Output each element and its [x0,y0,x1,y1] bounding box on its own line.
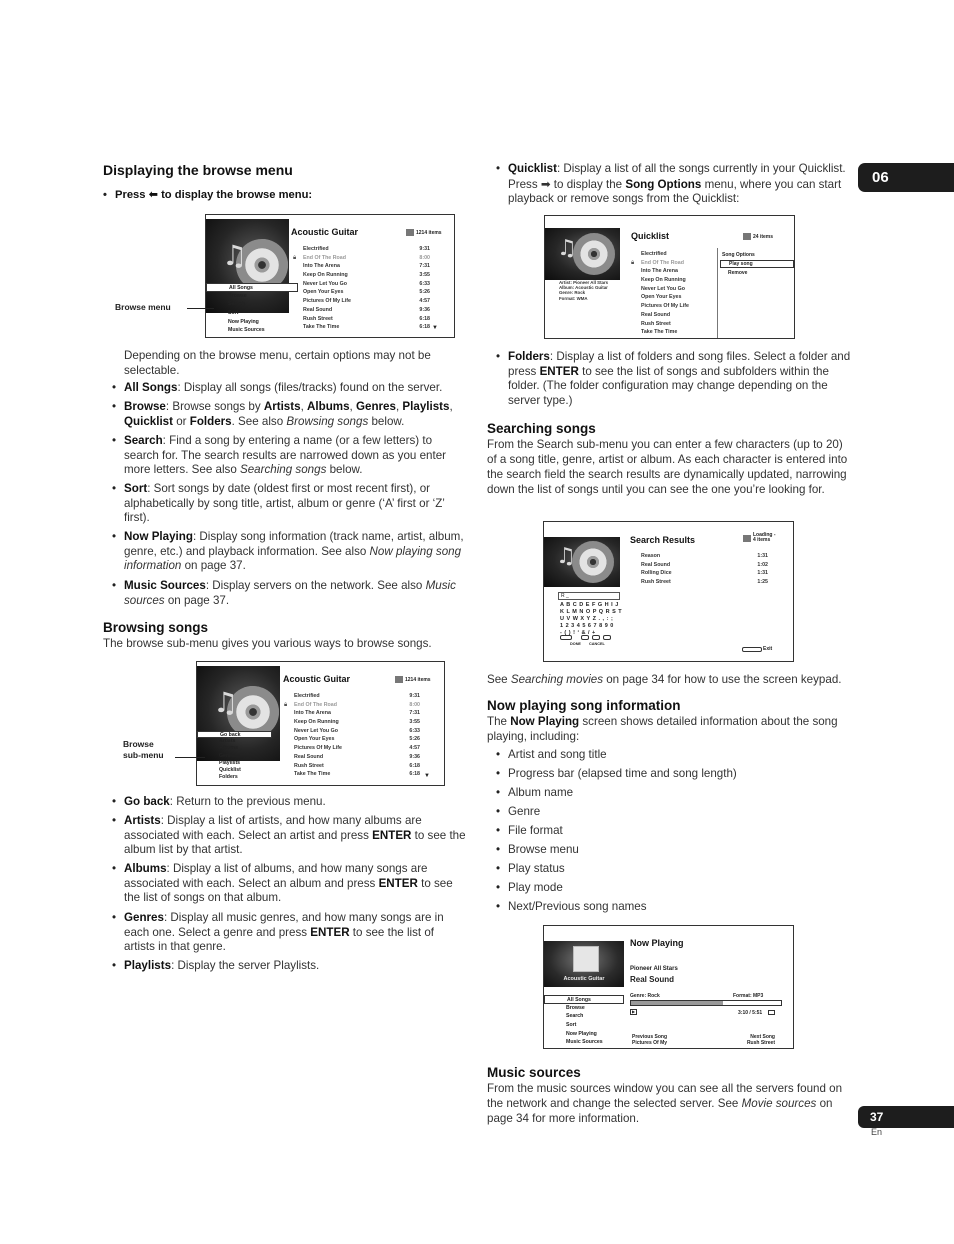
now-playing-feature-item: • Genre [496,805,540,820]
option-play-song[interactable]: Play song [720,260,794,268]
search-screen [543,521,794,662]
language-label: En [871,1127,883,1137]
track-title: Keep On Running [641,277,686,284]
track-title: Rush Street [641,579,671,586]
bullet-quicklist: • Quicklist: Display a list of all the songs currently in your Quicklist. Press ➡ to display the Song Options menu, where you can start playback or remove songs from the Quicklist: [496,162,852,207]
track-duration: 7:31 [409,710,420,717]
now-playing-feature-item: • Play status [496,862,565,877]
option-remove[interactable]: Remove [728,270,748,276]
bullet-sort: • Sort: Sort songs by date (oldest first or most recent first), or alphabetically by song title, artist, album or genre (‘A’ first or ‘Z’ first). [112,482,467,526]
scroll-down-icon: ▼ [432,325,438,331]
album-caption: Acoustic Guitar [563,976,605,982]
track-title: Take The Time [641,329,678,336]
next-song: Next Song Rush Street [746,1034,775,1046]
bullet-now-playing: • Now Playing: Display song information (track name, artist, album, genre, etc.) and playback information. See also Now playing song information on page 37. [112,530,467,574]
menu-item[interactable]: Folders [219,774,238,781]
menu-item[interactable]: Browse [566,1004,585,1011]
callout-line [187,308,214,309]
chapter-tab: 06 [858,163,954,192]
track-title: Never Let You Go [294,727,338,734]
nowplaying-intro: The Now Playing screen shows detailed information about the song playing, including: [487,715,838,743]
genre: Genre: Rock [630,993,660,999]
menu-item[interactable]: Browse [228,292,247,299]
quicklist-screen [544,215,795,339]
song-info-line: Album: Acoustic Guitar [559,285,608,291]
now-playing-feature-item: • Play mode [496,881,563,896]
menu-item[interactable]: Music Sources [228,327,265,334]
progress-fill [631,1001,723,1005]
item-count: 1214 items [406,229,442,236]
see-searching-movies: See Searching movies on page 34 for how to use the screen keypad. [487,673,842,686]
track-row[interactable] [303,262,430,271]
track-row[interactable] [303,306,430,315]
track-title: Rush Street [641,320,671,327]
album-art [544,941,624,987]
song-options-panel [717,248,795,339]
music-note-icon: ♫ [213,686,239,719]
lock-icon: 🔒︎ [284,702,288,708]
album-art [544,537,620,587]
menu-item[interactable]: Go back [197,731,272,738]
track-title: Rush Street [303,315,333,322]
bullet-go-back: • Go back: Return to the previous menu. [112,795,467,810]
return-button-icon [742,647,762,652]
lock-icon: 🔒︎ [631,260,635,266]
track-duration: 5:26 [419,289,430,296]
screen-title: Search Results [630,535,696,545]
heading-music-sources: Music sources [487,1065,581,1080]
track-duration: 6:18 [419,324,430,331]
browse-submenu-screen [196,661,445,786]
menu-item[interactable]: Artists [219,738,236,745]
track-row[interactable] [641,578,768,587]
track-title: End Of The Road [641,259,684,266]
heading-browsing-songs: Browsing songs [103,620,209,635]
library-icon [743,535,751,542]
menu-item[interactable]: Sort [228,310,239,317]
track-title: Open Your Eyes [641,294,682,301]
track-row[interactable] [294,718,420,727]
track-row[interactable] [294,762,420,771]
now-playing-feature-item: • Album name [496,786,573,801]
done-button[interactable]: DONE [570,642,581,646]
browse-menu-callout: Browse menu [115,302,171,312]
page-number-tab: 37 [858,1106,954,1128]
browse-menu [544,995,624,1047]
keypad-buttons [560,635,611,640]
track-title: Keep On Running [303,272,348,279]
track-duration: 3:55 [409,719,420,726]
track-list [641,250,719,337]
track-title: Real Sound [294,753,324,760]
menu-item[interactable]: Music Sources [566,1039,603,1046]
track-title: Pictures Of My Life [303,298,351,305]
right-arrow-icon: ➡ [540,176,551,191]
track-duration: 9:36 [419,306,430,313]
music-note-icon: ♫ [222,239,248,272]
menu-item[interactable]: Quicklist [219,766,241,773]
menu-item[interactable]: Playlists [219,759,241,766]
press-instruction: • Press ⬅ to display the browse menu: [103,188,312,203]
screen-title: Acoustic Guitar [283,674,351,684]
lock-icon: 🔒︎ [293,255,297,261]
track-row[interactable] [303,297,430,306]
bullet-all-songs: • All Songs: Display all songs (files/tracks) found on the server. [112,381,467,396]
track-row[interactable] [641,552,768,561]
now-playing-screen [543,925,794,1049]
track-duration: 6:18 [409,771,420,778]
keypad-row[interactable]: A B C D E F G H I J [560,602,619,608]
song-title: Real Sound [630,975,675,984]
item-count: 24 items [743,233,773,240]
track-row[interactable] [641,311,719,320]
track-duration: 9:31 [419,246,430,252]
browsing-text: The browse sub-menu gives you various ways to browse songs. [103,637,432,650]
play-status-icon: ▶ [631,1009,636,1014]
time-display: 3:10 / 5:51 [738,1010,763,1016]
browse-submenu [197,731,272,781]
track-duration: 6:18 [419,315,430,322]
track-title: Open Your Eyes [303,289,344,296]
track-duration: 8:00 [409,701,420,708]
screen-title: Now Playing [630,938,684,948]
song-info-line: Artist: Pioneer All Stars [559,280,609,285]
browse-menu-screen [205,214,455,338]
keypad-row[interactable]: U V W X Y Z . , : ; [560,616,614,622]
cancel-button[interactable]: CANCEL [589,642,605,646]
song-info [559,280,608,301]
track-row[interactable] [641,285,719,294]
return-arrow-icon: ⬅ [148,188,158,201]
searching-text: From the Search sub-menu you can enter a few characters (up to 20) of a song title, genre, artist or album. As each character is entered into the search field the search results are dynamically updated, narrowing down the list of songs until you can see the one you’re looking for. [487,438,848,496]
track-row[interactable] [303,288,430,297]
track-list [303,245,430,332]
track-duration: 1:31 [757,553,768,559]
callout-line [175,757,205,758]
track-title: Real Sound [303,306,333,313]
track-title: Take The Time [294,771,331,778]
bullet-browse: • Browse: Browse songs by Artists, Albums, Genres, Playlists, Quicklist or Folders. See also Browsing songs below. [112,400,467,429]
track-duration: 5:26 [409,736,420,743]
track-row[interactable] [294,709,420,718]
track-duration: 6:33 [419,280,430,287]
bullet-search: • Search: Find a song by entering a name (or a few letters) to search for. The search results are narrowed down as you enter more letters. See also Searching songs below. [112,434,467,478]
bullet-playlists: • Playlists: Display the server Playlists. [112,959,467,974]
menu-item[interactable]: Sort [566,1022,577,1029]
item-count: Loading - 4 items [743,533,776,543]
track-duration: 8:00 [419,254,430,261]
track-row[interactable] [294,744,420,753]
bullet-folders: • Folders: Display a list of folders and song files. Select a folder and press ENTER to see the list of songs and subfolders within the folder. (The folder configuration may change depending on the server type.) [496,350,852,409]
track-row[interactable] [641,561,768,570]
track-duration: 3:55 [419,272,430,279]
track-row[interactable] [641,320,719,329]
previous-song: Previous Song Pictures Of My [632,1034,668,1046]
track-row[interactable] [303,245,430,254]
track-row[interactable] [294,701,420,710]
song-info-line: Genre: Rock [559,290,586,296]
bullet-genres: • Genres: Display all music genres, and how many songs are in each one. Select a genre and press ENTER to see the list of artists in that genre. [112,911,467,955]
menu-item[interactable]: Genres [219,752,237,759]
keypad-row[interactable]: 1 2 3 4 5 6 7 8 9 0 [560,623,614,629]
track-row[interactable] [641,569,768,578]
song-info-line: Format: WMA [559,295,588,301]
track-title: Real Sound [641,561,671,568]
track-title: End Of The Road [303,254,346,261]
track-title: Rush Street [294,762,324,769]
track-title: Never Let You Go [641,285,685,292]
track-title: Electrified [294,693,320,699]
search-input[interactable]: R _ [558,592,620,600]
track-duration: 9:31 [409,693,420,699]
track-row[interactable] [641,328,719,337]
browse-submenu-callout: Browse sub-menu [123,739,164,760]
now-playing-feature-item: • Next/Previous song names [496,900,647,915]
track-row[interactable] [641,302,719,311]
scroll-down-icon: ▼ [424,773,430,779]
music-note-icon: ♫ [556,544,576,569]
album-art [545,228,620,280]
track-title: Rolling Dice [641,570,672,577]
keypad-row[interactable]: - ( ) ! ‘ & / + [560,630,596,636]
track-row[interactable] [641,250,719,259]
track-duration: 1:02 [757,561,768,568]
now-playing-feature-item: • Progress bar (elapsed time and song length) [496,767,737,782]
track-duration: 6:33 [409,727,420,734]
track-row[interactable] [294,735,420,744]
music-note-icon: ♫ [557,236,577,261]
track-title: Electrified [303,246,329,252]
track-row[interactable] [294,770,420,779]
menu-item[interactable]: Albums [219,745,239,752]
screen-keypad [560,602,622,637]
song-options-title: Song Options [722,252,755,258]
keypad-row[interactable]: K L M N O P Q R S T [560,609,623,615]
browse-menu [206,283,298,335]
track-row[interactable] [641,267,719,276]
track-title: Pictures Of My Life [641,303,689,310]
track-duration: 1:31 [757,570,768,577]
track-row[interactable] [303,254,430,263]
track-row[interactable] [294,753,420,762]
heading-searching-songs: Searching songs [487,421,596,436]
music-sources-text: From the music sources window you can see all the servers found on the network and change the selected server. See Movie sources on page 34 for more information. [487,1082,843,1125]
artist-name: Pioneer All Stars [630,966,678,972]
bullet-albums: • Albums: Display a list of albums, and how many songs are associated with each. Select an album and press ENTER to see the list of songs on that album. [112,862,467,906]
play-mode-icon [768,1010,775,1015]
bullet-artists: • Artists: Display a list of artists, and how many albums are associated with each. Select an artist and press ENTER to see the album list by that artist. [112,814,467,858]
heading-now-playing-info: Now playing song information [487,698,681,713]
screen-title: Quicklist [631,231,670,241]
track-title: Pictures Of My Life [294,745,342,752]
track-row[interactable] [294,727,420,736]
screen-title: Acoustic Guitar [291,227,359,237]
progress-bar [630,1000,782,1006]
track-row[interactable] [303,280,430,289]
library-icon [743,233,751,240]
track-duration: 9:36 [409,753,420,760]
item-count: 1214 items [395,676,431,683]
track-row[interactable] [303,271,430,280]
track-duration: 4:57 [419,298,430,305]
menu-item[interactable]: Now Playing [228,318,259,325]
track-title: Electrified [641,251,667,257]
track-list [294,692,420,779]
track-row[interactable] [641,259,719,268]
track-duration: 6:18 [409,762,420,769]
track-duration: 4:57 [409,745,420,752]
track-title: Open Your Eyes [294,736,335,743]
track-title: Never Let You Go [303,280,347,287]
depending-text: Depending on the browse menu, certain options may not be selectable. [124,349,431,377]
menu-item[interactable]: All Songs [544,995,624,1004]
track-row[interactable] [641,276,719,285]
track-title: Reason [641,553,661,559]
track-title: Into The Arena [294,710,331,717]
track-title: Into The Arena [641,268,678,275]
bullet-music-sources: • Music Sources: Display servers on the network. See also Music sources on page 37. [112,579,467,608]
now-playing-feature-item: • File format [496,824,563,839]
track-title: Take The Time [303,324,340,331]
track-title: End Of The Road [294,701,337,708]
results-list [641,552,768,587]
track-duration: 1:25 [757,579,768,586]
track-row[interactable] [641,293,719,302]
track-title: Into The Arena [303,263,340,270]
menu-item[interactable]: Now Playing [566,1030,597,1037]
track-row[interactable] [294,692,420,701]
format: Format: MP3 [733,993,764,999]
track-title: Keep On Running [294,719,339,726]
library-icon [406,229,414,236]
heading-browse-menu: Displaying the browse menu [103,162,293,178]
track-title: Real Sound [641,311,671,318]
now-playing-feature-item: • Artist and song title [496,748,607,763]
track-duration: 7:31 [419,263,430,270]
track-row[interactable] [303,323,430,332]
exit-control[interactable]: Exit [742,646,772,652]
library-icon [395,676,403,683]
track-row[interactable] [303,315,430,324]
menu-item[interactable]: Search [566,1013,584,1020]
now-playing-feature-item: • Browse menu [496,843,579,858]
menu-item[interactable]: All Songs [206,283,298,292]
menu-item[interactable]: Search [228,301,246,308]
